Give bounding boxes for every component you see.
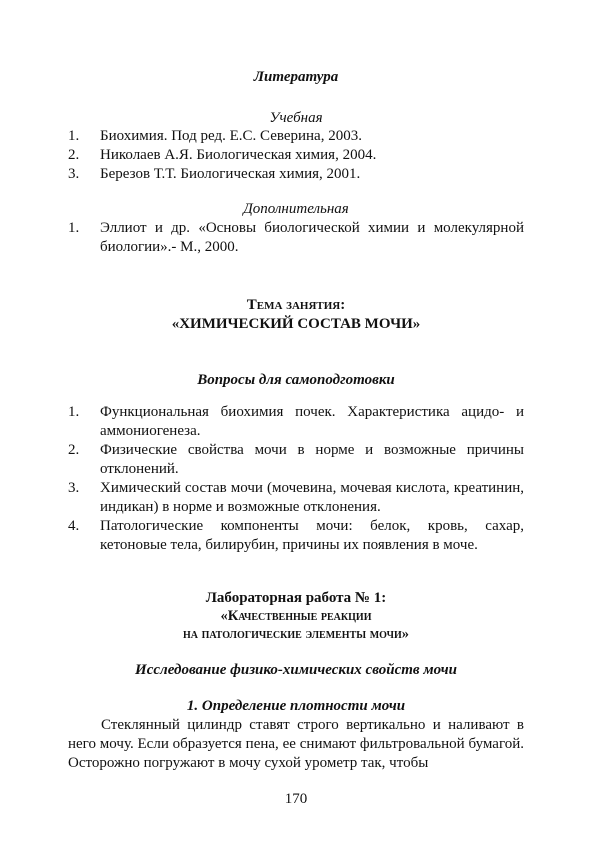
- lab-subtitle-line2: на патологические элементы мочи»: [182, 626, 410, 642]
- lab-subtitle-line1: «Качественные реакции: [220, 608, 372, 624]
- subsection-title: 1. Определение плотности мочи: [186, 698, 406, 714]
- page-number: 170: [284, 791, 308, 807]
- list-item: 1. Биохимия. Под ред. Е.С. Северина, 2003.: [68, 128, 362, 144]
- lab-title: Лабораторная работа № 1:: [205, 590, 387, 606]
- section-title: Исследование физико-химических свойств мочи: [135, 662, 457, 678]
- body-paragraph: Стеклянный цилиндр ставят строго вертикально и наливают в него мочу. Если образуется пена, ее снимают фильтровальной бумагой. Осторожно погружают в мочу сухой урометр так, чтобы: [68, 717, 524, 771]
- list-item: 2. Физические свойства мочи в норме и возможные причины отклонений.: [68, 442, 524, 477]
- list-item: 3. Березов Т.Т. Биологическая химия, 2001.: [68, 166, 361, 182]
- list-item: 3. Химический состав мочи (мочевина, мочевая кислота, креатинин, индикан) в норме и возможные отклонения.: [68, 480, 524, 515]
- list-item: 1. Эллиот и др. «Основы биологической химии и молекулярной биологии».- М., 2000.: [68, 220, 524, 255]
- list-item: 1. Функциональная биохимия почек. Характеристика ацидо- и аммониогенеза.: [68, 404, 524, 439]
- list-item: 4. Патологические компоненты мочи: белок, кровь, сахар, кетоновые тела, билирубин, причины их появления в моче.: [68, 518, 524, 553]
- topic-title: «ХИМИЧЕСКИЙ СОСТАВ МОЧИ»: [171, 316, 421, 332]
- main-literature-heading: Учебная: [269, 110, 323, 126]
- main-literature-list: [68, 127, 524, 184]
- extra-literature-list: [68, 219, 524, 257]
- questions-list: [68, 403, 524, 555]
- topic-label: Тема занятия:: [246, 297, 346, 313]
- extra-literature-heading: Дополнительная: [243, 201, 349, 217]
- questions-title: Вопросы для самоподготовки: [197, 372, 395, 388]
- literature-title: Литература: [253, 69, 339, 85]
- list-item: 2. Николаев А.Я. Биологическая химия, 2004.: [68, 147, 377, 163]
